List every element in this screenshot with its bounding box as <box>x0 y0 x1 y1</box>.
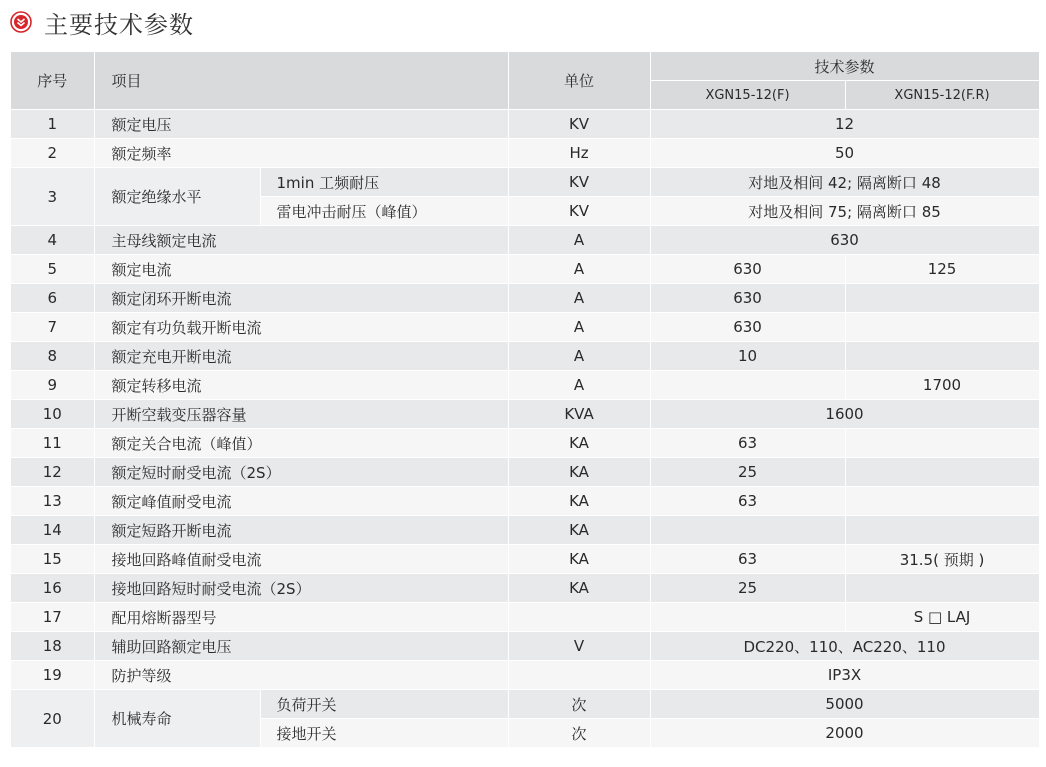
table-row <box>11 545 1039 574</box>
row-item: 额定短时耐受电流（2S） <box>94 458 508 487</box>
row-number: 9 <box>11 371 94 400</box>
double-chevron-down-icon <box>10 11 32 33</box>
table-row <box>11 690 1039 719</box>
row-number: 2 <box>11 139 94 168</box>
row-number: 11 <box>11 429 94 458</box>
table-row <box>11 110 1039 139</box>
row-value-f: 10 <box>650 342 845 371</box>
row-value-f: 25 <box>650 458 845 487</box>
table-row <box>11 139 1039 168</box>
row-unit <box>508 661 650 690</box>
row-item: 辅助回路额定电压 <box>94 632 508 661</box>
row-value: 2000 <box>650 719 1039 748</box>
row-number: 16 <box>11 574 94 603</box>
row-value-fr: 31.5( 预期 ) <box>845 545 1039 574</box>
table-row <box>11 255 1039 284</box>
table-row <box>11 516 1039 545</box>
row-item: 接地回路峰值耐受电流 <box>94 545 508 574</box>
row-value-fr <box>845 429 1039 458</box>
table-row <box>11 342 1039 371</box>
row-value: 5000 <box>650 690 1039 719</box>
table-row <box>11 574 1039 603</box>
row-unit: KVA <box>508 400 650 429</box>
row-number: 6 <box>11 284 94 313</box>
row-number: 8 <box>11 342 94 371</box>
row-unit: KA <box>508 574 650 603</box>
page-title: 主要技术参数 <box>44 10 194 39</box>
row-unit: KA <box>508 487 650 516</box>
row-item: 额定转移电流 <box>94 371 508 400</box>
row-value-f <box>650 371 845 400</box>
row-number: 7 <box>11 313 94 342</box>
row-unit: A <box>508 342 650 371</box>
row-unit: KV <box>508 110 650 139</box>
table-row <box>11 168 1039 197</box>
row-unit: KV <box>508 168 650 197</box>
row-number: 19 <box>11 661 94 690</box>
col-header-unit: 单位 <box>508 52 650 110</box>
row-number: 12 <box>11 458 94 487</box>
col-header-model-f: XGN15-12(F) <box>650 81 845 110</box>
row-number: 5 <box>11 255 94 284</box>
row-unit: 次 <box>508 719 650 748</box>
row-unit: KA <box>508 516 650 545</box>
row-subitem: 雷电冲击耐压（峰值） <box>260 197 508 226</box>
row-item: 额定短路开断电流 <box>94 516 508 545</box>
row-value: IP3X <box>650 661 1039 690</box>
row-value: 50 <box>650 139 1039 168</box>
row-item: 防护等级 <box>94 661 508 690</box>
table-row <box>11 632 1039 661</box>
row-value: DC220、110、AC220、110 <box>650 632 1039 661</box>
row-value: 1600 <box>650 400 1039 429</box>
row-value: 630 <box>650 226 1039 255</box>
row-unit: 次 <box>508 690 650 719</box>
table-row <box>11 400 1039 429</box>
row-value-fr <box>845 342 1039 371</box>
row-value-f <box>650 603 845 632</box>
row-number: 3 <box>11 168 94 226</box>
row-value-fr <box>845 516 1039 545</box>
row-value-f: 63 <box>650 429 845 458</box>
row-unit <box>508 603 650 632</box>
row-item: 额定频率 <box>94 139 508 168</box>
row-unit: KA <box>508 545 650 574</box>
row-subitem: 负荷开关 <box>260 690 508 719</box>
row-value-fr: 1700 <box>845 371 1039 400</box>
row-unit: A <box>508 255 650 284</box>
row-value-f: 25 <box>650 574 845 603</box>
row-number: 15 <box>11 545 94 574</box>
row-number: 13 <box>11 487 94 516</box>
row-number: 20 <box>11 690 94 748</box>
row-item: 额定充电开断电流 <box>94 342 508 371</box>
row-value-fr <box>845 313 1039 342</box>
table-row <box>11 313 1039 342</box>
row-value-f: 630 <box>650 284 845 313</box>
col-header-no: 序号 <box>11 52 94 110</box>
col-header-model-fr: XGN15-12(F.R) <box>845 81 1039 110</box>
row-item: 额定关合电流（峰值） <box>94 429 508 458</box>
table-row <box>11 458 1039 487</box>
row-unit: A <box>508 226 650 255</box>
row-unit: Hz <box>508 139 650 168</box>
row-value: 对地及相间 75; 隔离断口 85 <box>650 197 1039 226</box>
row-item: 主母线额定电流 <box>94 226 508 255</box>
row-item: 接地回路短时耐受电流（2S） <box>94 574 508 603</box>
row-item: 额定有功负载开断电流 <box>94 313 508 342</box>
table-row <box>11 429 1039 458</box>
table-row <box>11 487 1039 516</box>
row-value: 对地及相间 42; 隔离断口 48 <box>650 168 1039 197</box>
row-unit: V <box>508 632 650 661</box>
table-row <box>11 371 1039 400</box>
row-subitem: 接地开关 <box>260 719 508 748</box>
table-row <box>11 661 1039 690</box>
row-item: 额定电压 <box>94 110 508 139</box>
row-value-f: 630 <box>650 255 845 284</box>
row-item: 额定峰值耐受电流 <box>94 487 508 516</box>
row-value: 12 <box>650 110 1039 139</box>
row-unit: A <box>508 284 650 313</box>
row-number: 14 <box>11 516 94 545</box>
row-unit: KA <box>508 458 650 487</box>
row-number: 18 <box>11 632 94 661</box>
col-header-item: 项目 <box>94 52 508 110</box>
row-unit: KA <box>508 429 650 458</box>
row-number: 4 <box>11 226 94 255</box>
row-value-f <box>650 516 845 545</box>
row-item: 额定闭环开断电流 <box>94 284 508 313</box>
row-item: 配用熔断器型号 <box>94 603 508 632</box>
table-row <box>11 284 1039 313</box>
row-item: 开断空载变压器容量 <box>94 400 508 429</box>
row-value-fr <box>845 574 1039 603</box>
row-value-fr <box>845 284 1039 313</box>
row-item: 额定电流 <box>94 255 508 284</box>
row-unit: KV <box>508 197 650 226</box>
row-number: 1 <box>11 110 94 139</box>
row-value-f: 63 <box>650 545 845 574</box>
spec-table <box>11 52 1040 748</box>
row-number: 10 <box>11 400 94 429</box>
col-header-params: 技术参数 <box>650 52 1039 81</box>
row-number: 17 <box>11 603 94 632</box>
table-row <box>11 226 1039 255</box>
row-subitem: 1min 工频耐压 <box>260 168 508 197</box>
row-unit: A <box>508 371 650 400</box>
section-header <box>10 4 194 40</box>
row-value-f: 630 <box>650 313 845 342</box>
row-value-fr <box>845 487 1039 516</box>
row-item: 机械寿命 <box>94 690 260 748</box>
row-value-fr: 125 <box>845 255 1039 284</box>
row-value-fr <box>845 458 1039 487</box>
row-unit: A <box>508 313 650 342</box>
row-value-f: 63 <box>650 487 845 516</box>
row-value-fr: S □ LAJ <box>845 603 1039 632</box>
table-row <box>11 603 1039 632</box>
row-item: 额定绝缘水平 <box>94 168 260 226</box>
